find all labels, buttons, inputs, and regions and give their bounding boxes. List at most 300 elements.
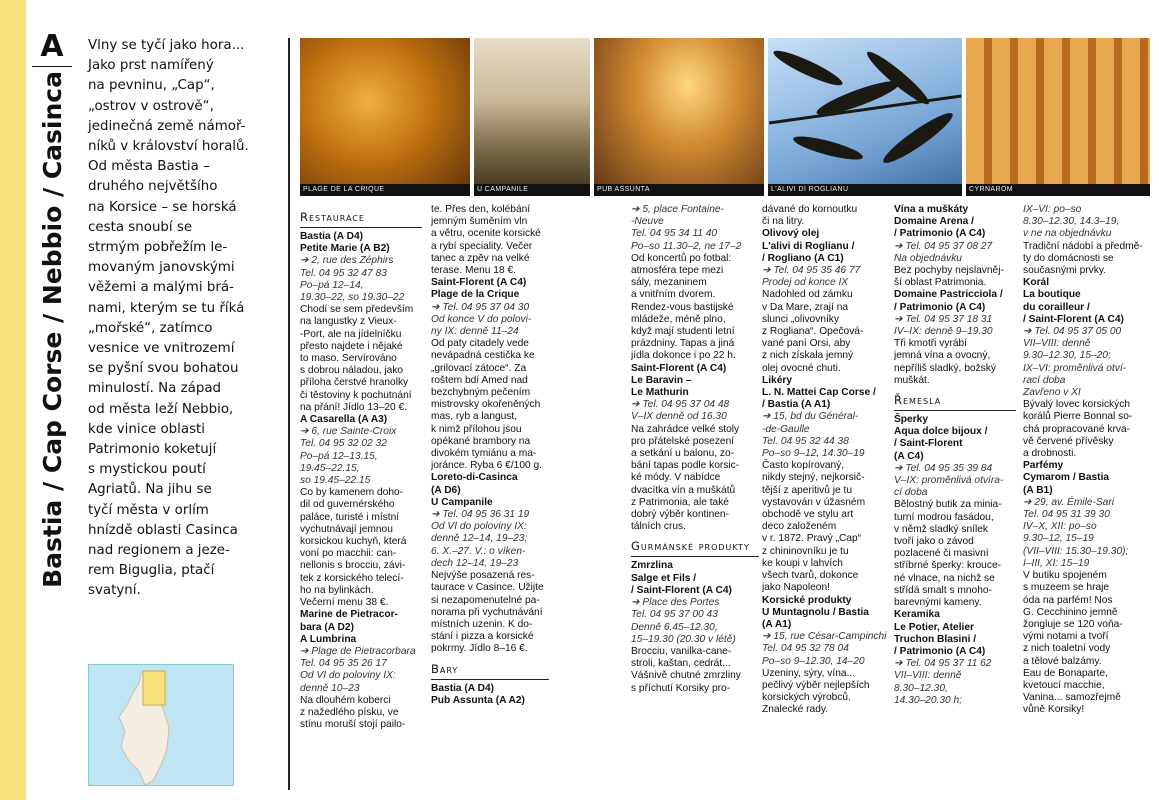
entry-text: deco založeném bbox=[762, 521, 837, 533]
section-tab bbox=[30, 30, 74, 630]
entry-info: Od konce V do polovi- bbox=[431, 313, 532, 325]
listing-column-2 bbox=[431, 204, 549, 800]
entry-title: Bastia (A D4) bbox=[300, 231, 364, 242]
entry-text: z nažedlého písku, ve bbox=[300, 706, 399, 718]
entry-text: na langustky z Vieux- bbox=[300, 316, 397, 328]
entry-info: -Neuve bbox=[631, 216, 664, 228]
entry-title: Salge et Fils / bbox=[631, 572, 697, 584]
entry-title: (A A1) bbox=[762, 618, 792, 630]
intro-line: s mystickou poutí bbox=[88, 462, 206, 478]
entry-text: korsickou kuchyň, která bbox=[300, 536, 407, 548]
entry-text: Tři kmotři vyrábí bbox=[894, 338, 968, 350]
entry-text: příloha čerstvé hranolky bbox=[300, 377, 409, 389]
entry-title: Korsické produkty bbox=[762, 594, 852, 606]
entry-text: terase. Menu 18 €. bbox=[431, 265, 516, 277]
intro-line: vesnice ve vnitrozemí bbox=[88, 341, 235, 357]
entry-text: Chodí se sem především bbox=[300, 304, 414, 316]
entry-text: barevnými kameny. bbox=[894, 597, 982, 609]
entry-info: VII–VIII: denně bbox=[894, 670, 962, 682]
entry-info: ➔ 2, rue des Zéphirs bbox=[300, 255, 394, 267]
entry-text: ší oblast Patrimonia. bbox=[894, 277, 987, 289]
entry-text: s příchutí Korsiky pro- bbox=[631, 682, 731, 694]
entry-text: to maso. Servírováno bbox=[300, 353, 397, 365]
entry-title: Plage de la Crique bbox=[431, 289, 520, 301]
entry-text: óda na parfém! Nos bbox=[1023, 594, 1113, 606]
intro-line: od města leží Nebbio, bbox=[88, 401, 234, 417]
intro-paragraph bbox=[88, 36, 268, 602]
entry-text: střídá smalt s mnoho- bbox=[894, 584, 992, 596]
entry-title: Korál bbox=[1023, 277, 1050, 289]
entry-title: / Bastia (A A1) bbox=[762, 399, 831, 411]
intro-line: Patrimonio koketují bbox=[88, 442, 217, 458]
section-heading: Bary bbox=[431, 656, 549, 680]
entry-info: Po–so 9–12, 14.30–19 bbox=[762, 448, 865, 460]
entry-text: nepříliš sladký, božský bbox=[894, 362, 996, 374]
entry-info: ➔ Tel. 04 95 35 46 77 bbox=[762, 265, 861, 277]
section-heading: Restaurace bbox=[300, 204, 422, 228]
entry-text: mládeže, méně plno, bbox=[631, 313, 726, 325]
entry-text: sály, mezaninem bbox=[631, 277, 707, 289]
olive-leaves-icon bbox=[768, 38, 962, 184]
entry-title: Domaine Pastricciola / bbox=[894, 289, 1003, 301]
intro-line: Jako prst namířený bbox=[88, 58, 214, 74]
photo-caption: U CAMPANILE bbox=[474, 184, 590, 196]
entry-info: Od VI do poloviny IX: bbox=[300, 670, 396, 682]
entry-text: obchodě ve stylu art bbox=[762, 509, 854, 521]
entry-text: norama při vychutnávání bbox=[431, 606, 543, 618]
entry-text: atmosféra tepe mezi bbox=[631, 265, 724, 277]
entry-text: přesto najdete i nějaké bbox=[300, 340, 403, 352]
entry-text: v němž sladký snílek bbox=[894, 523, 988, 535]
entry-text: a větru, ocenite korsické bbox=[431, 228, 541, 240]
photo-cyrnarom bbox=[966, 38, 1150, 196]
entry-info: VII–VIII: denně bbox=[1023, 338, 1091, 350]
entry-text: Nejvýše posazená res- bbox=[431, 570, 535, 582]
entry-text: místních uzenin. K do- bbox=[431, 618, 533, 630]
entry-text: a rybí speciality. Večer bbox=[431, 240, 533, 252]
entry-title: Marine de Pietracor- bbox=[300, 609, 398, 621]
entry-text: žongluje se 120 voňa- bbox=[1023, 618, 1123, 630]
entry-info: Tel. 04 95 32 47 83 bbox=[300, 267, 387, 279]
photo-caption: CYRNAROM bbox=[966, 184, 1150, 196]
entry-info: 14.30–20.30 h; bbox=[894, 694, 962, 706]
entry-title: Le Potier, Atelier bbox=[894, 621, 975, 633]
entry-text: muškát. bbox=[894, 374, 930, 386]
entry-info: Tel. 04 95 32 78 04 bbox=[762, 643, 849, 655]
entry-info: ➔ Tel. 04 95 37 04 30 bbox=[431, 301, 530, 313]
entry-title: / Patrimonio (A C4) bbox=[894, 228, 986, 240]
entry-title: / Saint-Florent (A C4) bbox=[631, 584, 732, 596]
intro-line: kde vinice oblasti bbox=[88, 421, 206, 437]
entry-info: ➔ Tel. 04 95 36 31 19 bbox=[431, 509, 530, 521]
entry-text: Tradiční nádobí a předmě- bbox=[1023, 240, 1143, 252]
entry-info: V–IX denně od 16.30 bbox=[631, 411, 727, 423]
intro-line: tyčí města v orlím bbox=[88, 502, 209, 518]
section-heading: Řemesla bbox=[894, 387, 1016, 411]
listing-column-6 bbox=[1023, 204, 1155, 800]
entry-title: / Patrimonio (A C4) bbox=[894, 645, 986, 657]
entry-title: Šperky bbox=[894, 414, 928, 426]
entry-info: Od VI do poloviny IX: bbox=[431, 521, 527, 533]
entry-info: -de-Gaulle bbox=[762, 423, 810, 435]
yellow-margin-bar bbox=[0, 0, 26, 800]
entry-info: dech 12–14, 19–23 bbox=[431, 557, 519, 569]
entry-info: I–III, XI: 15–19 bbox=[1023, 557, 1090, 569]
entry-title: Le Baravin – bbox=[631, 374, 692, 386]
intro-line: věžemi a malými brá- bbox=[88, 280, 234, 296]
entry-text: Znalecké rady. bbox=[762, 704, 829, 716]
entry-text: bání tapas podle korsic- bbox=[631, 460, 740, 472]
entry-text: korsických výrobců. bbox=[762, 692, 851, 704]
entry-info: ➔ Tel. 04 95 37 11 62 bbox=[894, 658, 992, 670]
entry-info: (VII–VIII: 15.30–19.30); bbox=[1023, 545, 1129, 557]
entry-info: ➔ Place des Portes bbox=[631, 597, 720, 609]
entry-title: Petite Marie (A B2) bbox=[300, 243, 390, 255]
entry-text: si nezapomenutelné pa- bbox=[431, 594, 540, 606]
entry-info: Zavřeno v XI bbox=[1023, 387, 1081, 399]
entry-text: Často kopírovaný, bbox=[762, 460, 845, 472]
intro-line: cesta snoubí se bbox=[88, 219, 193, 235]
photo-caption: PUB ASSUNTA bbox=[594, 184, 764, 196]
entry-text: s muzeem se hraje bbox=[1023, 582, 1110, 594]
entry-text: nellonis s brocciu, závi- bbox=[300, 560, 406, 572]
entry-text: a tělové balzámy. bbox=[1023, 655, 1102, 667]
entry-title: Saint-Florent (A C4) bbox=[631, 362, 727, 374]
intro-line: níků v království horalů. bbox=[88, 139, 249, 155]
entry-title: Pub Assunta (A A2) bbox=[431, 694, 525, 706]
entry-info: ➔ 29, av. Émile-Sari bbox=[1023, 496, 1115, 508]
corsica-island-icon bbox=[89, 665, 234, 786]
intro-line: nami, kterým se tu říká bbox=[88, 300, 245, 316]
entry-info: Prodej od konce IX bbox=[762, 277, 849, 289]
entry-text: či na litry. bbox=[762, 216, 805, 228]
entry-info: Tel. 04 95 34 11 40 bbox=[631, 228, 718, 240]
entry-text: Eau de Bonaparte, bbox=[1023, 667, 1108, 679]
entry-text: a drobnosti. bbox=[1023, 448, 1077, 460]
entry-text: z chininovníku je tu bbox=[762, 545, 849, 557]
entry-text: všech tvarů, dokonce bbox=[762, 570, 859, 582]
intro-line: na pevninu, „Cap“, bbox=[88, 78, 215, 94]
entry-text: vůně Korsiky! bbox=[1023, 704, 1085, 716]
entry-info: IV–IX: denně 9–19.30 bbox=[894, 326, 993, 338]
entry-title: Olivový olej bbox=[762, 228, 820, 240]
entry-info: 19.30–22, so 19.30–22 bbox=[300, 292, 405, 304]
entry-title: Aqua dolce bijoux / bbox=[894, 426, 988, 438]
section-letter-rule bbox=[32, 66, 72, 67]
intro-line: nad regionem a jeze- bbox=[88, 543, 230, 559]
entry-info: Tel. 04 95 37 00 43 bbox=[631, 609, 718, 621]
entry-text: opékané brambory na bbox=[431, 435, 531, 447]
entry-text: divokém tymiánu a ma- bbox=[431, 448, 537, 460]
entry-text: vými notami a tvoří bbox=[1023, 631, 1109, 643]
entry-text: z Patrimonia, ale také bbox=[631, 496, 729, 508]
entry-text: pečlivý výběr nejlepších bbox=[762, 679, 870, 691]
entry-text: a vnitřním dvorem. bbox=[631, 289, 716, 301]
entry-info: ➔ Tel. 04 95 37 05 00 bbox=[1023, 326, 1122, 338]
entry-title: Vína a muškáty bbox=[894, 204, 969, 215]
entry-text: vě červené přívěsky bbox=[1023, 435, 1114, 447]
entry-text: dávané do kornoutku bbox=[762, 204, 858, 215]
entry-text: z nich toaletní vody bbox=[1023, 643, 1111, 655]
entry-info: 15–19.30 (20.30 v létě) bbox=[631, 633, 736, 645]
entry-title: bara (A D2) bbox=[300, 621, 354, 633]
entry-text: Na dlouhém koberci bbox=[300, 694, 391, 706]
column-divider bbox=[288, 38, 290, 790]
entry-text: jemná vína a ovocný, bbox=[894, 350, 991, 362]
photo-u-campanile bbox=[474, 38, 590, 196]
entry-text: nevápadná cestička ke bbox=[431, 350, 535, 362]
entry-info: rací doba bbox=[1023, 374, 1066, 386]
listing-column-3 bbox=[631, 204, 759, 800]
entry-text: vystavován v úžasném bbox=[762, 496, 866, 508]
intro-line: Od města Bastia – bbox=[88, 159, 210, 175]
entry-text: G. Cecchinino jemně bbox=[1023, 606, 1118, 618]
photo-caption: PLAGE DE LA CRIQUE bbox=[300, 184, 470, 196]
photo-strip bbox=[300, 38, 1150, 196]
entry-info: ➔ Tel. 04 95 37 18 31 bbox=[894, 313, 993, 325]
intro-line: movaným janovskými bbox=[88, 260, 235, 276]
entry-text: mistrovsky okořeněných bbox=[431, 399, 541, 411]
entry-text: ty do domácnosti se bbox=[1023, 252, 1114, 264]
entry-title: (A C4) bbox=[894, 450, 924, 462]
intro-line: Agriatů. Na jihu se bbox=[88, 482, 212, 498]
entry-title: A Casarella (A A3) bbox=[300, 414, 388, 426]
entry-text: joránce. Ryba 6 €/100 g. bbox=[431, 460, 543, 472]
entry-info: Po–pá 12–13.15, bbox=[300, 450, 378, 462]
entry-info: Tel. 04 95 35 26 17 bbox=[300, 658, 387, 670]
entry-title: / Rogliano (A C1) bbox=[762, 252, 844, 264]
entry-text: Vášnivě chutné zmrzliny bbox=[631, 670, 741, 682]
entry-info: ➔ Plage de Pietracorbara bbox=[300, 645, 416, 657]
section-heading: Gurmánské produkty bbox=[631, 533, 759, 557]
entry-text: chá propracované krva- bbox=[1023, 423, 1131, 435]
entry-text: tanec a zpěv na velké bbox=[431, 252, 530, 264]
entry-title: du corailleur / bbox=[1023, 301, 1090, 313]
entry-title: La boutique bbox=[1023, 289, 1081, 301]
entry-title: U Muntagnolu / Bastia bbox=[762, 606, 869, 618]
intro-line: „mořské“, zatímco bbox=[88, 320, 213, 336]
entry-text: Na zahrádce velké stoly bbox=[631, 423, 740, 435]
entry-title: / Saint-Florent bbox=[894, 438, 963, 450]
entry-text: na přání! Jídlo 13–20 €. bbox=[300, 401, 408, 413]
entry-text: dobrý výběr kontinen- bbox=[631, 509, 729, 521]
entry-text: olej ovocné chuti. bbox=[762, 362, 841, 374]
entry-text: stříbrné šperky: krouce- bbox=[894, 560, 1002, 572]
entry-title: Truchon Blasini / bbox=[894, 633, 977, 645]
entry-text: Od paty citadely vede bbox=[431, 338, 529, 350]
entry-text: V butiku spojeném bbox=[1023, 570, 1107, 582]
entry-text: a setkání u balonu, zo- bbox=[631, 448, 735, 460]
entry-text: tek z korsického telecí- bbox=[300, 572, 404, 584]
corsica-locator-map bbox=[88, 664, 234, 786]
intro-line: se pyšní svou bohatou bbox=[88, 361, 239, 377]
entry-text: Bělostný butik za minia- bbox=[894, 499, 1002, 511]
entry-text: Večerní menu 38 €. bbox=[300, 597, 389, 609]
entry-text: Co by kamenem doho- bbox=[300, 487, 404, 499]
entry-text: tější z aperitivů je tu bbox=[762, 484, 853, 496]
entry-text: Bývalý lovec korsických bbox=[1023, 399, 1130, 411]
entry-text: nikdy stejný, nejkorsič- bbox=[762, 472, 865, 484]
entry-text: pozlacené či masivní bbox=[894, 548, 989, 560]
entry-text: jemným šuměním vln bbox=[431, 216, 528, 228]
intro-line: jedinečná země námoř- bbox=[88, 118, 246, 134]
entry-text: k nimž přílohou jsou bbox=[431, 423, 522, 435]
entry-info: ➔ 6, rue Sainte-Croix bbox=[300, 426, 397, 438]
entry-info: IX–VI: po–so bbox=[1023, 204, 1082, 215]
intro-line: rem Biguglia, ptačí bbox=[88, 563, 215, 579]
photo-alivi-di-roglianu bbox=[768, 38, 962, 196]
entry-text: Vanina... samozřejmě bbox=[1023, 692, 1121, 704]
entry-text: s dobrou náladou, jako bbox=[300, 365, 404, 377]
entry-title: A Lumbrina bbox=[300, 633, 357, 645]
entry-text: vychutnávají jemnou bbox=[300, 523, 393, 535]
entry-title: / Patrimonio (A C4) bbox=[894, 301, 986, 313]
entry-text: Bez pochyby nejslavněj- bbox=[894, 265, 1004, 277]
entry-text: dvacítka vín a muškátů bbox=[631, 484, 736, 496]
entry-title: Le Mathurin bbox=[631, 387, 689, 399]
entry-title: Parfémy bbox=[1023, 460, 1064, 472]
photo-plage-de-la-crique bbox=[300, 38, 470, 196]
entry-info: Po–so 9–12.30, 14–20 bbox=[762, 655, 865, 667]
vertical-region-title: Bastia / Cap Corse / Nebbio / Casinca bbox=[37, 71, 67, 588]
entry-text: kvetoucí macchie, bbox=[1023, 679, 1105, 691]
entry-info: so 19.45–22.15 bbox=[300, 475, 371, 487]
entry-info: ➔ 15, rue César-Campinchi bbox=[762, 631, 887, 643]
entry-info: IV–X, XII: po–so bbox=[1023, 521, 1097, 533]
entry-info: Tel. 04 95 31 39 30 bbox=[1023, 509, 1110, 521]
entry-text: Nadohled od zámku bbox=[762, 289, 853, 301]
intro-line: Vlny se tyčí jako hora... bbox=[88, 38, 245, 53]
entry-title: L'alivi di Roglianu / bbox=[762, 240, 855, 252]
intro-line: „ostrov v ostrově“, bbox=[88, 98, 214, 114]
entry-title: Cymarom / Bastia bbox=[1023, 472, 1110, 484]
entry-text: te. Přes den, kolébání bbox=[431, 204, 531, 215]
listing-column-5 bbox=[894, 204, 1016, 800]
entry-text: v r. 1872. Pravý „Cap“ bbox=[762, 533, 862, 545]
entry-title: L. N. Mattei Cap Corse / bbox=[762, 387, 876, 399]
entry-info: 6. X.–27. V.: o víken- bbox=[431, 545, 526, 557]
entry-text: Od koncertů po fotbal: bbox=[631, 252, 732, 264]
entry-title: / Saint-Florent (A C4) bbox=[1023, 313, 1124, 325]
entry-info: ➔ 15, bd du Général- bbox=[762, 411, 859, 423]
entry-text: ké módy. V nabídce bbox=[631, 472, 721, 484]
entry-text: „grilovací zátoce“. Za bbox=[431, 362, 527, 374]
entry-text: když mají studenti letní bbox=[631, 326, 735, 338]
entry-text: slunci „olivovníky bbox=[762, 313, 839, 325]
entry-title: Bastia (A D4) bbox=[431, 682, 495, 694]
entry-text: současnými prvky. bbox=[1023, 265, 1107, 277]
entry-info: v ne na objednávku bbox=[1023, 228, 1112, 240]
section-letter: A bbox=[40, 29, 64, 64]
entry-info: denně 12–14, 19–23; bbox=[431, 533, 528, 545]
entry-text: -Port, ale na jídelníčku bbox=[300, 328, 402, 340]
entry-info: ny IX: denně 11–24 bbox=[431, 326, 519, 338]
entry-text: pro přátelské posezení bbox=[631, 435, 735, 447]
entry-text: korálů Pierre Bonnal so- bbox=[1023, 411, 1133, 423]
entry-info: ➔ Tel. 04 95 35 39 84 bbox=[894, 462, 993, 474]
entry-info: Denně 6.45–12.30, bbox=[631, 621, 718, 633]
intro-line: svatyní. bbox=[88, 583, 141, 599]
entry-info: Na objednávku bbox=[894, 252, 962, 264]
entry-text: vané paní Orsi, aby bbox=[762, 338, 851, 350]
entry-info: 8.30–12.30, 14.3–19, bbox=[1023, 216, 1120, 228]
entry-text: Brocciu, vanilka-cane- bbox=[631, 645, 732, 657]
intro-line: na Korsice – se horská bbox=[88, 199, 237, 215]
listing-column-4 bbox=[762, 204, 890, 800]
entry-text: či těstoviny k pochutnání bbox=[300, 389, 412, 401]
intro-line: minulostí. Na západ bbox=[88, 381, 222, 397]
photo-pub-assunta bbox=[594, 38, 764, 196]
entry-text: turní modrou fasádou, bbox=[894, 511, 994, 523]
entry-text: roštem bdí Amed nad bbox=[431, 374, 528, 386]
entry-text: tvoří jako o závod bbox=[894, 536, 974, 548]
entry-text: paláce, turisté i místní bbox=[300, 511, 400, 523]
entry-text: stínu moruší stojí pailo- bbox=[300, 719, 406, 731]
entry-title: Zmrzlina bbox=[631, 560, 673, 572]
entry-text: ho na bylinkách. bbox=[300, 584, 374, 596]
entry-info: 8.30–12.30, bbox=[894, 682, 948, 694]
entry-info: 9.30–12, 15–19 bbox=[1023, 533, 1094, 545]
entry-title: Keramika bbox=[894, 609, 940, 621]
entry-text: jako Napoleon! bbox=[762, 582, 830, 594]
entry-info: ➔ Tel. 04 95 37 08 27 bbox=[894, 240, 993, 252]
entry-title: U Campanile bbox=[431, 496, 493, 508]
entry-info: ➔ Tel. 04 95 37 04 48 bbox=[631, 399, 730, 411]
entry-text: dil od guvernérského bbox=[300, 499, 395, 511]
entry-text: jídla dokonce i po 22 h. bbox=[631, 350, 736, 362]
entry-info: IX–VI: proměnlivá otví- bbox=[1023, 362, 1127, 374]
intro-line: druhého největšího bbox=[88, 179, 218, 195]
entry-text: tálních crus. bbox=[631, 521, 686, 533]
entry-text: z Rogliana“. Opečová- bbox=[762, 326, 864, 338]
entry-title: Likéry bbox=[762, 374, 793, 386]
entry-text: mas, ryb a langust, bbox=[431, 411, 518, 423]
entry-text: Rendez-vous bastijské bbox=[631, 301, 734, 313]
listing-columns bbox=[300, 204, 1158, 800]
entry-info: Po–pá 12–14, bbox=[300, 279, 364, 291]
entry-text: stání i pizza a korsické bbox=[431, 631, 534, 643]
entry-title: Domaine Arena / bbox=[894, 216, 975, 228]
entry-title: (A B1) bbox=[1023, 484, 1053, 496]
photo-caption: L'ALIVI DI ROGLIANU bbox=[768, 184, 962, 196]
entry-info: cí doba bbox=[894, 487, 928, 499]
entry-text: v Da Mare, zrají na bbox=[762, 301, 849, 313]
listing-column-1 bbox=[300, 204, 422, 800]
entry-text: Uzeniny, sýry, vína... bbox=[762, 667, 856, 679]
entry-title: Saint-Florent (A C4) bbox=[431, 277, 527, 289]
entry-text: ke koupi v lahvích bbox=[762, 557, 843, 569]
entry-info: Tel. 04 95 32 44 38 bbox=[762, 435, 849, 447]
entry-text: voní po macchii: can- bbox=[300, 548, 397, 560]
entry-text: bezchybným pečením bbox=[431, 387, 531, 399]
entry-text: stroli, kaštan, cedrát... bbox=[631, 658, 731, 670]
entry-text: taurace v Casince. Užijte bbox=[431, 582, 544, 594]
entry-text: né vlnace, na nichž se bbox=[894, 572, 995, 584]
entry-title: Loreto-di-Casinca bbox=[431, 472, 518, 484]
intro-line: strmým pobřežím le- bbox=[88, 240, 228, 256]
entry-title: (A D6) bbox=[431, 484, 461, 496]
entry-info: Po–so 11.30–2, ne 17–2 bbox=[631, 240, 742, 252]
entry-text: pokrmy. Jídlo 8–16 €. bbox=[431, 643, 528, 655]
entry-info: denně 10–23 bbox=[300, 682, 360, 694]
entry-info: 19.45–22.15, bbox=[300, 462, 360, 474]
entry-info: 9.30–12.30, 15–20; bbox=[1023, 350, 1111, 362]
entry-info: V–IX: proměnlivá otvíra- bbox=[894, 475, 1004, 487]
entry-text: z nich získala jemný bbox=[762, 350, 854, 362]
entry-info: ➔ 5, place Fontaine- bbox=[631, 204, 724, 215]
entry-info: Tel. 04 95 32 02 32 bbox=[300, 438, 387, 450]
entry-text: prázdniny. Tapas a jiná bbox=[631, 338, 735, 350]
